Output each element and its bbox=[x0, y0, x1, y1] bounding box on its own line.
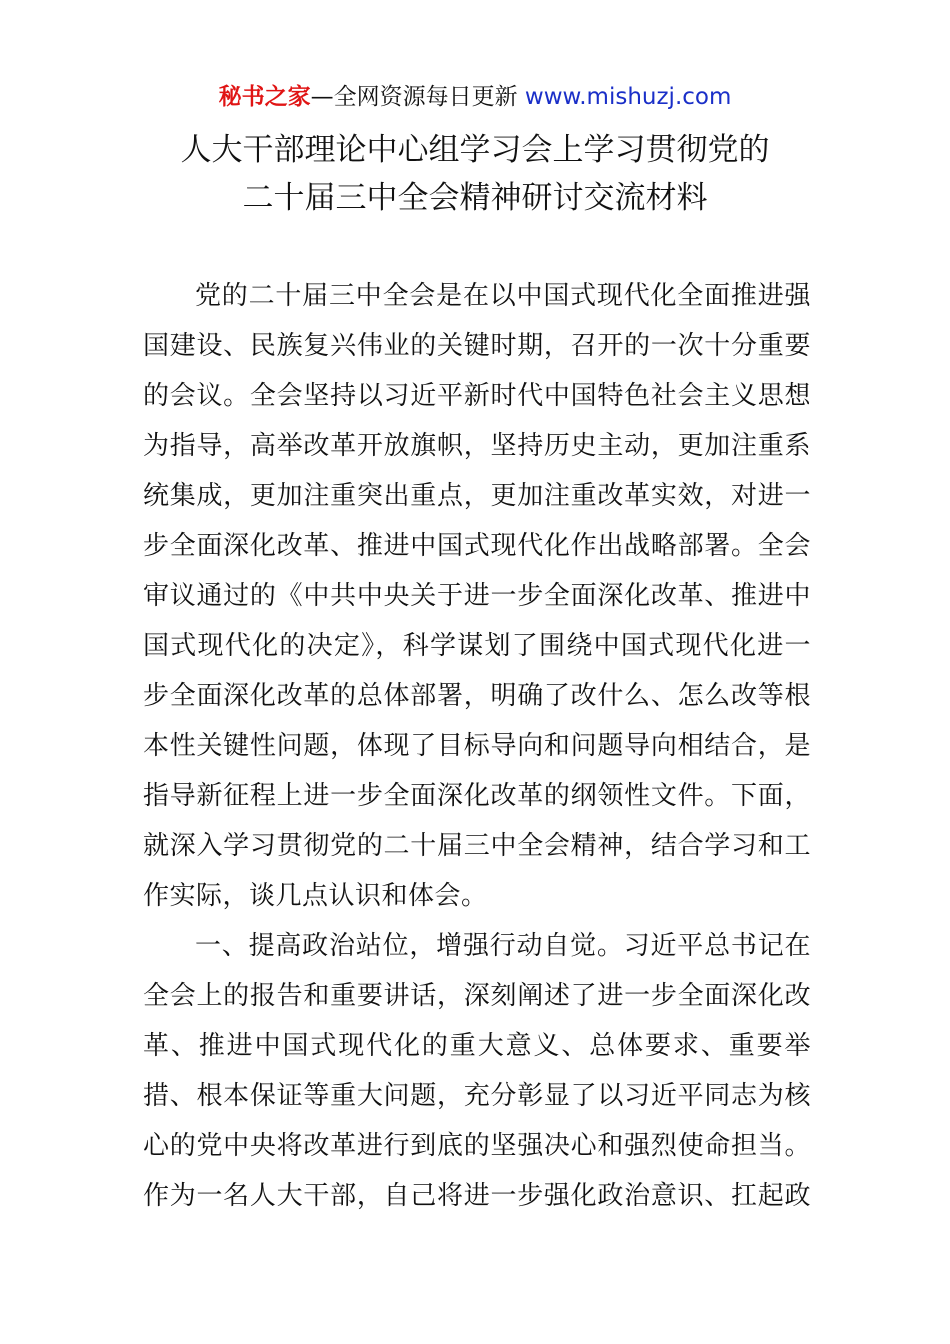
brand-name: 秘书之家 bbox=[218, 84, 311, 110]
paragraph-1-line: 国建设、民族复兴伟业的关键时期，召开的一次十分重要 bbox=[143, 331, 811, 361]
paragraph-1-line: 党的二十届三中全会是在以中国式现代化全面推进强 bbox=[195, 281, 811, 311]
paragraph-1-line: 就深入学习贯彻党的二十届三中全会精神，结合学习和工 bbox=[143, 831, 811, 861]
paragraph-2-line: 全会上的报告和重要讲话，深刻阐述了进一步全面深化改 bbox=[143, 981, 811, 1011]
site-header bbox=[0, 80, 950, 114]
paragraph-2-line: 措、根本保证等重大问题，充分彰显了以习近平同志为核 bbox=[143, 1081, 811, 1111]
paragraph-2-line: 作为一名人大干部，自己将进一步强化政治意识、扛起政 bbox=[143, 1181, 811, 1211]
paragraph-1-line: 步全面深化改革、推进中国式现代化作出战略部署。全会 bbox=[143, 531, 811, 561]
paragraph-2-line: 革、推进中国式现代化的重大意义、总体要求、重要举 bbox=[143, 1031, 811, 1061]
title-line-1: 人大干部理论中心组学习会上学习贯彻党的 bbox=[180, 132, 770, 168]
paragraph-1-line: 为指导，高举改革开放旗帜，坚持历史主动，更加注重系 bbox=[143, 431, 811, 461]
paragraph-1-line: 审议通过的《中共中央关于进一步全面深化改革、推进中 bbox=[143, 581, 811, 611]
header-tagline: —全网资源每日更新 bbox=[310, 84, 525, 110]
paragraph-1-line: 步全面深化改革的总体部署，明确了改什么、怎么改等根 bbox=[143, 681, 811, 711]
paragraph-2-line: 一、提高政治站位，增强行动自觉。习近平总书记在 bbox=[195, 931, 811, 961]
paragraph-1-line: 的会议。全会坚持以习近平新时代中国特色社会主义思想 bbox=[143, 381, 811, 411]
paragraph-1-line: 国式现代化的决定》，科学谋划了围绕中国式现代化进一 bbox=[143, 631, 811, 661]
paragraph-1-line: 作实际，谈几点认识和体会。 bbox=[143, 881, 488, 911]
site-url[interactable]: www.mishuzj.com bbox=[524, 84, 732, 110]
paragraph-1-line: 指导新征程上进一步全面深化改革的纲领性文件。下面， bbox=[143, 781, 811, 811]
paragraph-1-line: 统集成，更加注重突出重点，更加注重改革实效，对进一 bbox=[143, 481, 811, 511]
paragraph-2-line: 心的党中央将改革进行到底的坚强决心和强烈使命担当。 bbox=[143, 1131, 811, 1161]
paragraph-1-line: 本性关键性问题，体现了目标导向和问题导向相结合，是 bbox=[143, 731, 811, 761]
title-line-2: 二十届三中全会精神研讨交流材料 bbox=[242, 180, 708, 216]
document-body bbox=[143, 271, 811, 1221]
document-title bbox=[0, 126, 950, 222]
